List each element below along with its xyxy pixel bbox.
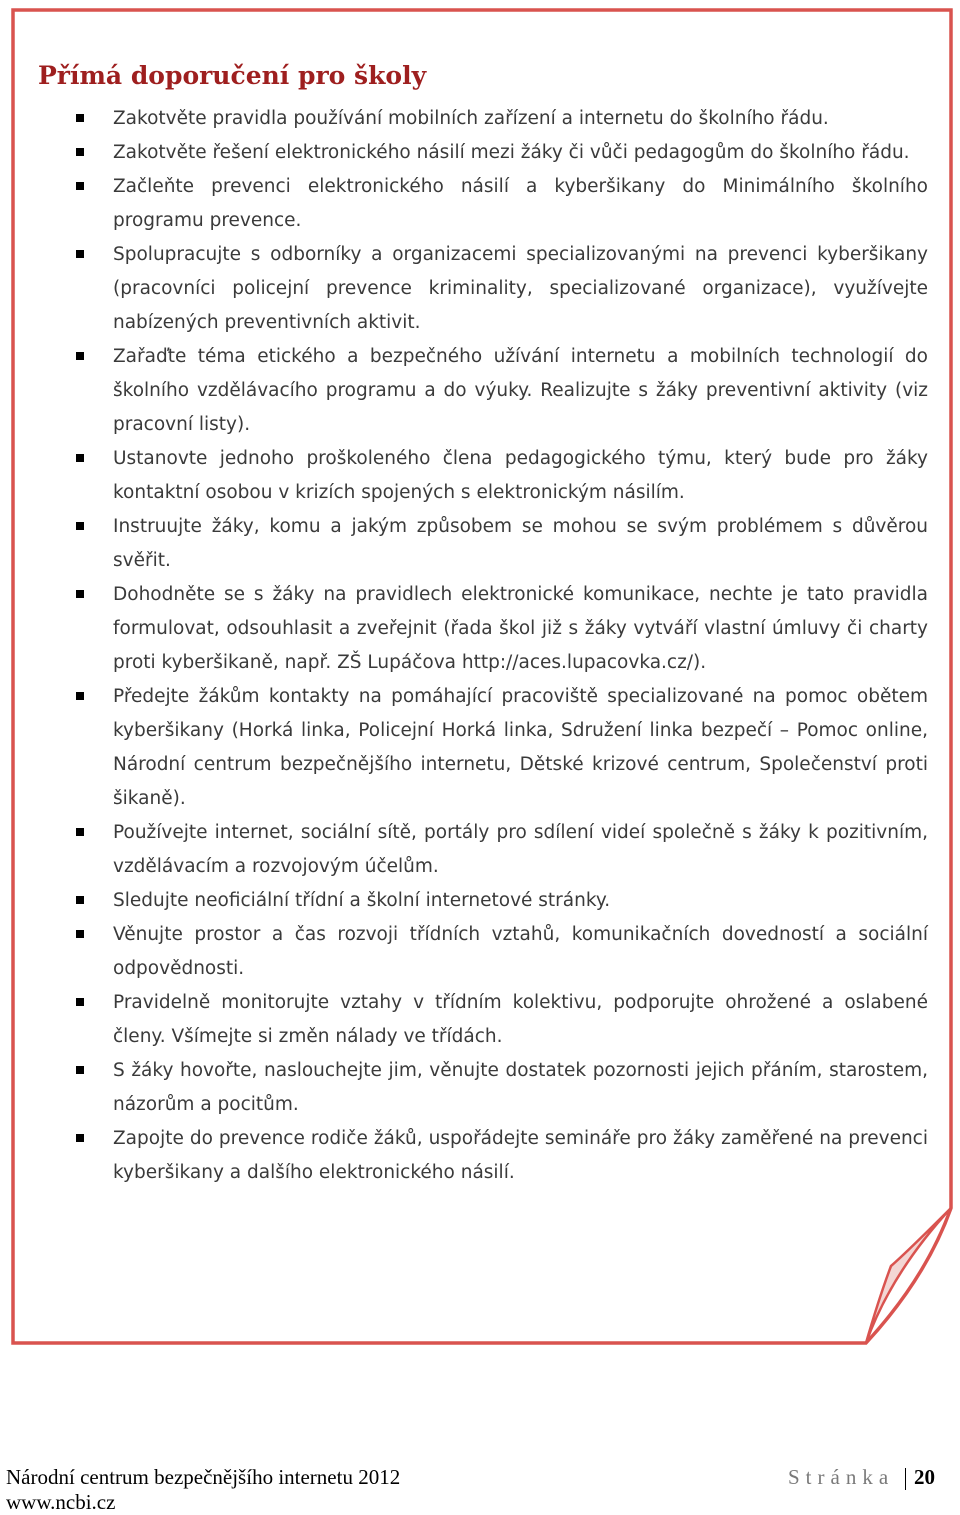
- square-bullet-icon: [76, 454, 84, 462]
- list-item-text: Zapojte do prevence rodiče žáků, uspořádejte semináře pro žáky zaměřené na prevenci kyberšikany a dalšího elektronického násilí.: [113, 1128, 928, 1183]
- list-item: [38, 918, 928, 986]
- list-item: [38, 816, 928, 884]
- square-bullet-icon: [76, 896, 84, 904]
- list-item: [38, 510, 928, 578]
- list-item-text: Ustanovte jednoho proškoleného člena pedagogického týmu, který bude pro žáky kontaktní osobou v krizích spojených s elektronickým násilím.: [113, 448, 928, 503]
- list-item: [38, 1122, 928, 1190]
- square-bullet-icon: [76, 250, 84, 258]
- list-item: [38, 680, 928, 816]
- square-bullet-icon: [76, 114, 84, 122]
- square-bullet-icon: [76, 182, 84, 190]
- list-item: [38, 238, 928, 340]
- square-bullet-icon: [76, 998, 84, 1006]
- list-item: [38, 578, 928, 680]
- square-bullet-icon: [76, 1066, 84, 1074]
- square-bullet-icon: [76, 828, 84, 836]
- list-item-text: Zakotvěte pravidla používání mobilních zařízení a internetu do školního řádu.: [113, 108, 829, 129]
- main-content: [38, 58, 928, 1190]
- list-item-text: Zařaďte téma etického a bezpečného užívání internetu a mobilních technologií do školního vzdělávacího programu a do výuky. Realizujte s žáky preventivní aktivity (viz pracovní listy).: [113, 346, 928, 435]
- list-item: [38, 170, 928, 238]
- list-item: [38, 340, 928, 442]
- list-item-text: Sledujte neoficiální třídní a školní internetové stránky.: [113, 890, 611, 911]
- list-item-text: Spolupracujte s odborníky a organizacemi specializovanými na prevenci kyberšikany (pracovníci policejní prevence kriminality, specializované organizace), využívejte nabízených preventivních aktivit.: [113, 244, 928, 333]
- list-item-text: Používejte internet, sociální sítě, portály pro sdílení videí společně s žáky k pozitivním, vzdělávacím a rozvojovým účelům.: [113, 822, 928, 877]
- list-item-text: Předejte žákům kontakty na pomáhající pracoviště specializované na pomoc obětem kyberšikany (Horká linka, Policejní Horká linka, Sdružení linka bezpečí – Pomoc online, Národní centrum bezpečnějšího internetu, Dětské krizové centrum, Společenství proti šikaně).: [113, 686, 928, 809]
- footer-url: www.ncbi.cz: [6, 1490, 116, 1514]
- page-number: 20: [914, 1465, 935, 1489]
- square-bullet-icon: [76, 590, 84, 598]
- list-item: [38, 1054, 928, 1122]
- footer-organization: Národní centrum bezpečnějšího internetu 2012: [6, 1465, 401, 1489]
- square-bullet-icon: [76, 930, 84, 938]
- list-item: [38, 102, 928, 136]
- square-bullet-icon: [76, 148, 84, 156]
- square-bullet-icon: [76, 692, 84, 700]
- list-item: [38, 986, 928, 1054]
- square-bullet-icon: [76, 352, 84, 360]
- recommendations-list: [38, 102, 928, 1190]
- list-item: [38, 442, 928, 510]
- square-bullet-icon: [76, 522, 84, 530]
- list-item: [38, 884, 928, 918]
- list-item-text: S žáky hovořte, naslouchejte jim, věnujte dostatek pozornosti jejich přáním, starostem, názorům a pocitům.: [113, 1060, 928, 1115]
- page-label: Stránka: [788, 1465, 895, 1489]
- square-bullet-icon: [76, 1134, 84, 1142]
- list-item-text: Začleňte prevenci elektronického násilí a kyberšikany do Minimálního školního programu prevence.: [113, 176, 928, 231]
- page-heading: Přímá doporučení pro školy: [38, 61, 427, 90]
- list-item: [38, 136, 928, 170]
- list-item-text: Pravidelně monitorujte vztahy v třídním kolektivu, podporujte ohrožené a oslabené členy. Všímejte si změn nálady ve třídách.: [113, 992, 928, 1047]
- list-item-text: Dohodněte se s žáky na pravidlech elektronické komunikace, nechte je tato pravidla formulovat, odsouhlasit a zveřejnit (řada škol již s žáky vytváří vlastní úmluvy či charty proti kyberšikaně, např. ZŠ Lupáčova http://aces.lupacovka.cz/).: [113, 584, 928, 673]
- page-footer: [0, 1462, 960, 1512]
- list-item-text: Zakotvěte řešení elektronického násilí mezi žáky či vůči pedagogům do školního řádu.: [113, 142, 910, 163]
- page-number-divider: [905, 1468, 906, 1490]
- list-item-text: Instruujte žáky, komu a jakým způsobem se mohou se svým problémem s důvěrou svěřit.: [113, 516, 928, 571]
- list-item-text: Věnujte prostor a čas rozvoji třídních vztahů, komunikačních dovedností a sociální odpovědnosti.: [113, 924, 928, 979]
